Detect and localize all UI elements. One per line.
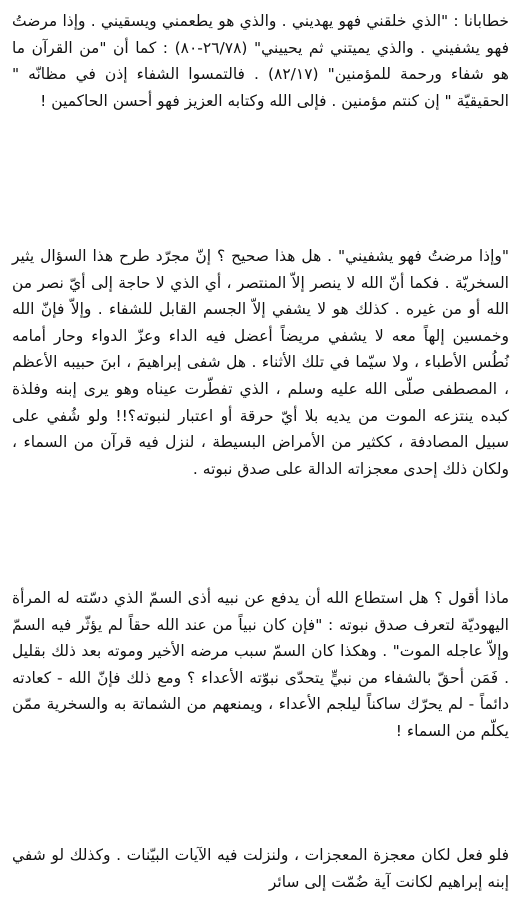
paragraph-1: خطابانا : "الذي خلقني فهو يهديني . والذي هو يطعمني ويسقيني . وإذا مرضتُ فهو يشفيني . والذي يميتني ثم يحييني" (٢٦/٧٨-٨٠) : كما أن "من القرآن ما هو شفاء ورحمة للمؤمنين" (٨٢/١٧) . فالتمسوا الشفاء إذن في مظانّه " الحقيقيّة " إن كنتم مؤمنين . فإلى الله وكتابه العزيز فهو أحسن الحاكمين ! xyxy=(12,12,509,110)
paragraph-3: ماذا أقول ؟ هل استطاع الله أن يدفع عن نبيه أذى السمّ الذي دسّته له المرأة اليهوديّة لتعرف صدق نبوته : "فإن كان نبياً من عند الله حقاً لم يؤثّر فيه السمّ وإلاّ عاجله الموت" . وهكذا كان السمّ سبب مرضه الأخير وموته بعد ذلك بقليل . فَمَن أحقّ بالشفاء من نبيٍّ يتحدّى نبوّته الأعداء ؟ ومع ذلك فإنّ الله - كعادته دائماً - لم يحرّك ساكناً ليلجم الأعداء ، ويمنعهم من الشماتة به والسخرية ممّن يكلّم من السماء ! xyxy=(12,589,509,740)
paragraph-2: "وإذا مرضتُ فهو يشفيني" . هل هذا صحيح ؟ إنّ مجرّد طرح هذا السؤال يثير السخريّة . فكما أنّ الله لا ينصر إلاّ المنتصر ، أي الذي لا حاجة إلى أيّ نصر من الله أو من غيره . كذلك هو لا يشفي إلاّ الجسم القابل للشفاء . وإلاّ فإنّ الله وخمسين إلهاً معه لا يشفي مريضاً أعضل فيه الداء وعزّ الدواء وحار أمامه نُطُس الأطباء ، ولا سيّما في تلك الأثناء . هل شفى إبراهيمَ ، ابنَ حبيبه الأعظم ، المصطفى صلّى الله عليه وسلم ، الذي تفطّرت عيناه وهو يرى إبنه وفلذة كبده ينتزعه الموت من يديه بلا أيّ حرقة أو اعتبار لنبوته؟!! ولو شُفي على سبيل المصادفة ، ككثير من الأمراض البسيطة ، لنزل فيه قرآن من السماء ، ولكان ذلك إحدى معجزاته الدالة على صدق نبوته . xyxy=(12,247,509,478)
paragraph-4: فلو فعل لكان معجزة المعجزات ، ولنزلت فيه الآيات البيّنات . وكذلك لو شفي إبنه إبراهيم لكانت آية ضُمّت إلى سائر xyxy=(12,846,509,891)
